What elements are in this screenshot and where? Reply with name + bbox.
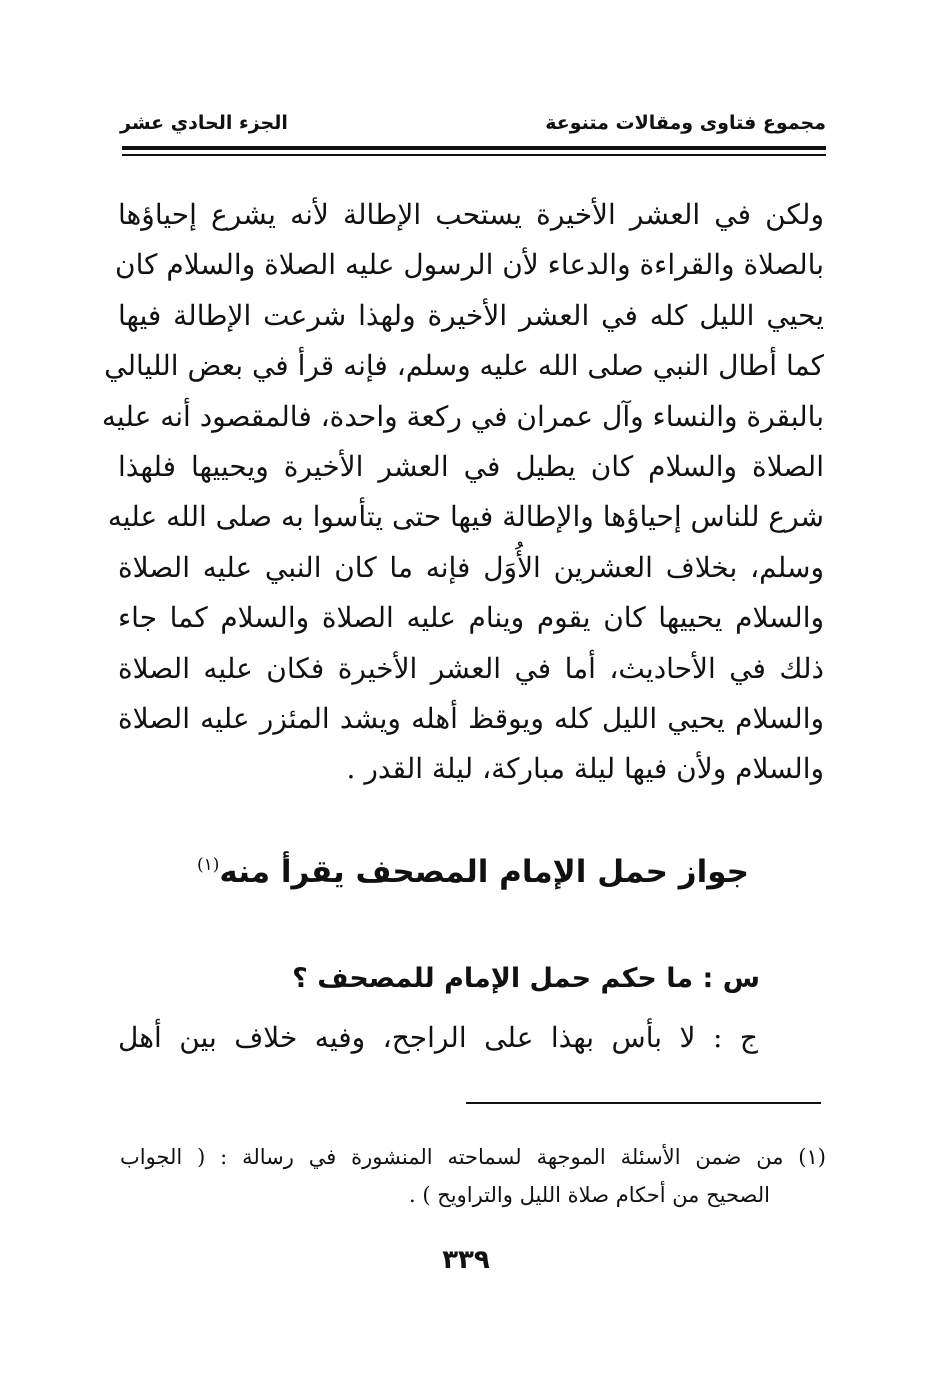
header-rule-thin [122, 154, 826, 156]
body-line: وسلم، بخلاف العشرين الأُوَل فإنه ما كان النبي عليه الصلاة [118, 550, 824, 584]
volume-label: الجزء الحادي عشر [120, 112, 288, 134]
body-line: والسلام يحييها كان يقوم وينام عليه الصلاة والسلام كما جاء [118, 601, 824, 635]
footnote [120, 1138, 826, 1214]
section-heading [120, 840, 826, 897]
body-line: كما أطال النبي صلى الله عليه وسلم، فإنه قرأ في بعض الليالي [104, 349, 824, 383]
answer-text: ج : لا بأس بهذا على الراجح، وفيه خلاف بين أهل [118, 1021, 758, 1054]
body-line: الصلاة والسلام كان يطيل في العشر الأخيرة ويحييها فلهذا [118, 449, 824, 483]
body-line: والسلام يحيي الليل كله ويوقظ أهله ويشد المئزر عليه الصلاة [118, 701, 824, 735]
body-line: والسلام ولأن فيها ليلة مباركة، ليلة القدر . [346, 752, 824, 786]
question-text: س : ما حكم حمل الإمام للمصحف ؟ [292, 963, 760, 994]
body-line: بالصلاة والقراءة والدعاء لأن الرسول عليه الصلاة والسلام كان [115, 248, 824, 282]
section-heading-text: جواز حمل الإمام المصحف يقرأ منه [219, 854, 750, 890]
running-header [120, 112, 826, 142]
body-line: ذلك في الأحاديث، أما في العشر الأخيرة فكان عليه الصلاة [118, 651, 824, 685]
page-number: ٣٣٩ [442, 1245, 490, 1275]
footnote-line: (١) من ضمن الأسئلة الموجهة لسماحته المنشورة في رسالة : ( الجواب [120, 1145, 826, 1169]
footnote-reference: (١) [196, 855, 220, 875]
footnote-divider [466, 1102, 821, 1104]
body-line: يحيي الليل كله في العشر الأخيرة ولهذا شرعت الإطالة فيها [118, 298, 824, 332]
body-line: شرع للناس إحياؤها والإطالة فيها حتى يتأسوا به صلى الله عليه [107, 500, 824, 534]
body-line: بالبقرة والنساء وآل عمران في ركعة واحدة، فالمقصود أنه عليه [101, 399, 824, 433]
book-title: مجموع فتاوى ومقالات متنوعة [545, 112, 826, 134]
header-rule-thick [122, 146, 826, 150]
body-paragraph [101, 190, 824, 795]
body-line: ولكن في العشر الأخيرة يستحب الإطالة لأنه يشرع إحياؤها [118, 198, 824, 231]
footnote-line: الصحيح من أحكام صلاة الليل والتراويح ) . [409, 1183, 770, 1207]
